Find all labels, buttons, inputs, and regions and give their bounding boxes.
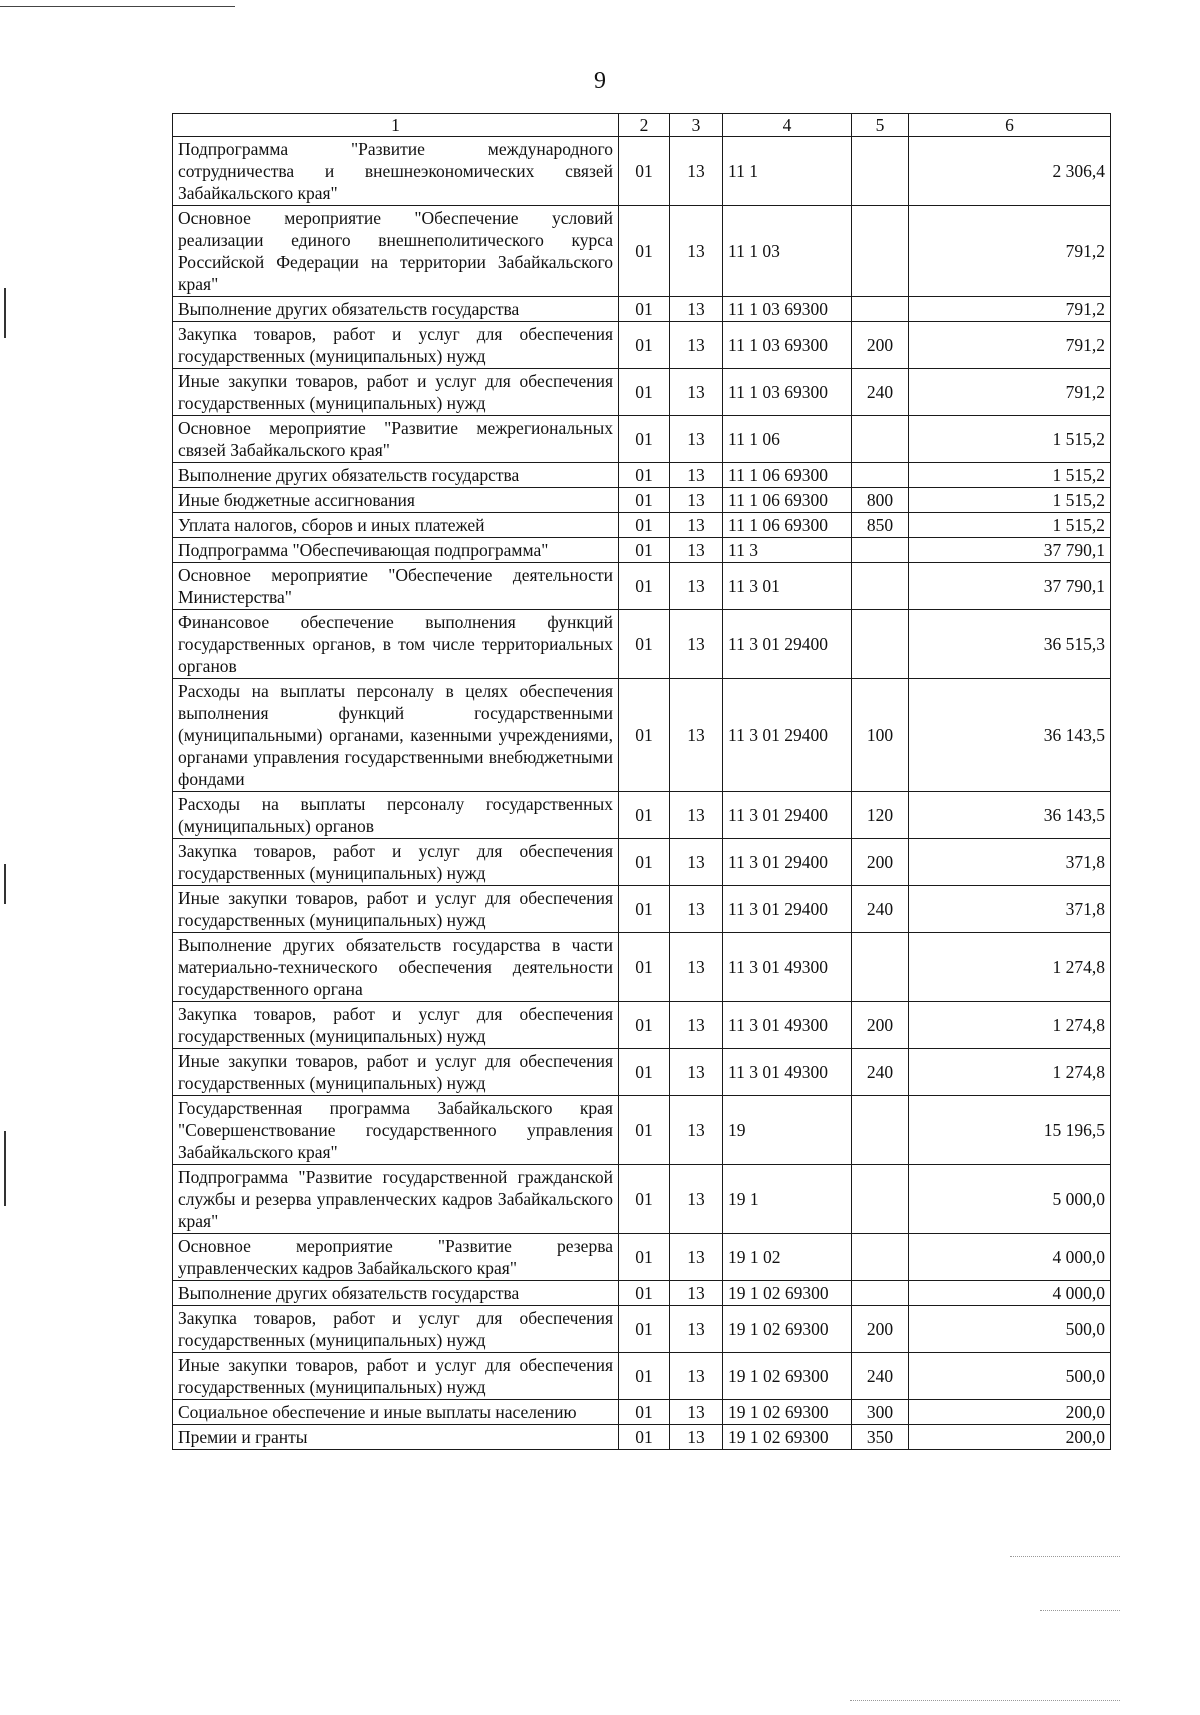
section-code-cell: 01 <box>619 563 670 610</box>
target-article-cell: 11 1 06 69300 <box>723 513 852 538</box>
subsection-code-cell: 13 <box>670 1234 723 1281</box>
section-code-cell: 01 <box>619 792 670 839</box>
amount-cell: 371,8 <box>909 839 1111 886</box>
target-article-cell: 11 3 01 49300 <box>723 1049 852 1096</box>
row-name-cell: Выполнение других обязательств государства <box>173 297 619 322</box>
row-name-cell: Иные закупки товаров, работ и услуг для обеспечения государственных (муниципальных) нужд <box>173 1353 619 1400</box>
section-code-cell: 01 <box>619 206 670 297</box>
page-number: 9 <box>594 68 606 94</box>
margin-mark <box>4 1131 6 1206</box>
expense-type-cell: 100 <box>852 679 909 792</box>
target-article-cell: 11 3 01 29400 <box>723 792 852 839</box>
target-article-cell: 11 1 03 <box>723 206 852 297</box>
stamp-residue <box>1040 1610 1120 1611</box>
table-row <box>173 463 1111 488</box>
budget-table <box>172 113 1111 1450</box>
amount-cell: 1 515,2 <box>909 463 1111 488</box>
expense-type-cell <box>852 463 909 488</box>
amount-cell: 1 274,8 <box>909 1049 1111 1096</box>
amount-cell: 37 790,1 <box>909 538 1111 563</box>
section-code-cell: 01 <box>619 1096 670 1165</box>
amount-cell: 791,2 <box>909 369 1111 416</box>
amount-cell: 500,0 <box>909 1353 1111 1400</box>
header-cell-3: 3 <box>670 114 723 137</box>
target-article-cell: 19 1 02 <box>723 1234 852 1281</box>
table-row <box>173 563 1111 610</box>
table-row <box>173 792 1111 839</box>
row-name-cell: Закупка товаров, работ и услуг для обеспечения государственных (муниципальных) нужд <box>173 839 619 886</box>
subsection-code-cell: 13 <box>670 297 723 322</box>
row-name-cell: Закупка товаров, работ и услуг для обеспечения государственных (муниципальных) нужд <box>173 322 619 369</box>
target-article-cell: 19 1 02 69300 <box>723 1353 852 1400</box>
target-article-cell: 11 3 01 49300 <box>723 1002 852 1049</box>
expense-type-cell <box>852 137 909 206</box>
table-row <box>173 206 1111 297</box>
header-cell-6: 6 <box>909 114 1111 137</box>
subsection-code-cell: 13 <box>670 679 723 792</box>
subsection-code-cell: 13 <box>670 416 723 463</box>
section-code-cell: 01 <box>619 1425 670 1450</box>
table-row <box>173 610 1111 679</box>
table-row <box>173 886 1111 933</box>
subsection-code-cell: 13 <box>670 886 723 933</box>
amount-cell: 791,2 <box>909 206 1111 297</box>
subsection-code-cell: 13 <box>670 1049 723 1096</box>
row-name-cell: Иные закупки товаров, работ и услуг для обеспечения государственных (муниципальных) нужд <box>173 886 619 933</box>
expense-type-cell: 200 <box>852 322 909 369</box>
header-cell-4: 4 <box>723 114 852 137</box>
target-article-cell: 11 3 01 29400 <box>723 839 852 886</box>
header-row <box>173 114 1111 137</box>
table-row <box>173 1049 1111 1096</box>
amount-cell: 200,0 <box>909 1400 1111 1425</box>
amount-cell: 36 143,5 <box>909 792 1111 839</box>
target-article-cell: 11 1 06 69300 <box>723 463 852 488</box>
expense-type-cell: 240 <box>852 1353 909 1400</box>
table-row <box>173 1234 1111 1281</box>
row-name-cell: Расходы на выплаты персоналу государственных (муниципальных) органов <box>173 792 619 839</box>
subsection-code-cell: 13 <box>670 610 723 679</box>
expense-type-cell: 300 <box>852 1400 909 1425</box>
expense-type-cell: 240 <box>852 1049 909 1096</box>
target-article-cell: 11 3 01 29400 <box>723 886 852 933</box>
section-code-cell: 01 <box>619 322 670 369</box>
subsection-code-cell: 13 <box>670 137 723 206</box>
subsection-code-cell: 13 <box>670 322 723 369</box>
expense-type-cell <box>852 610 909 679</box>
row-name-cell: Иные закупки товаров, работ и услуг для обеспечения государственных (муниципальных) нужд <box>173 1049 619 1096</box>
row-name-cell: Подпрограмма "Развитие международного сотрудничества и внешнеэкономических связей Забайкальского края" <box>173 137 619 206</box>
subsection-code-cell: 13 <box>670 933 723 1002</box>
amount-cell: 1 515,2 <box>909 513 1111 538</box>
section-code-cell: 01 <box>619 416 670 463</box>
section-code-cell: 01 <box>619 886 670 933</box>
row-name-cell: Подпрограмма "Обеспечивающая подпрограмма" <box>173 538 619 563</box>
section-code-cell: 01 <box>619 839 670 886</box>
expense-type-cell <box>852 206 909 297</box>
amount-cell: 4 000,0 <box>909 1234 1111 1281</box>
table-row <box>173 1353 1111 1400</box>
top-rule <box>0 6 235 7</box>
subsection-code-cell: 13 <box>670 1096 723 1165</box>
expense-type-cell <box>852 563 909 610</box>
amount-cell: 1 515,2 <box>909 488 1111 513</box>
row-name-cell: Премии и гранты <box>173 1425 619 1450</box>
row-name-cell: Подпрограмма "Развитие государственной гражданской службы и резерва управленческих кадров Забайкальского края" <box>173 1165 619 1234</box>
table-row <box>173 369 1111 416</box>
stamp-residue <box>1010 1556 1120 1557</box>
table-row <box>173 1281 1111 1306</box>
table-row <box>173 513 1111 538</box>
expense-type-cell: 240 <box>852 886 909 933</box>
target-article-cell: 19 <box>723 1096 852 1165</box>
expense-type-cell: 850 <box>852 513 909 538</box>
amount-cell: 1 274,8 <box>909 933 1111 1002</box>
target-article-cell: 11 3 01 49300 <box>723 933 852 1002</box>
margin-mark <box>4 288 6 338</box>
table-row <box>173 1425 1111 1450</box>
amount-cell: 2 306,4 <box>909 137 1111 206</box>
table-row <box>173 1096 1111 1165</box>
table-row <box>173 933 1111 1002</box>
target-article-cell: 19 1 02 69300 <box>723 1400 852 1425</box>
expense-type-cell <box>852 1234 909 1281</box>
row-name-cell: Основное мероприятие "Обеспечение деятельности Министерства" <box>173 563 619 610</box>
subsection-code-cell: 13 <box>670 1002 723 1049</box>
margin-mark <box>4 864 6 904</box>
header-cell-2: 2 <box>619 114 670 137</box>
expense-type-cell <box>852 297 909 322</box>
target-article-cell: 11 1 06 <box>723 416 852 463</box>
stamp-residue <box>850 1700 1120 1701</box>
section-code-cell: 01 <box>619 1049 670 1096</box>
amount-cell: 36 143,5 <box>909 679 1111 792</box>
row-name-cell: Основное мероприятие "Развитие межрегиональных связей Забайкальского края" <box>173 416 619 463</box>
header-cell-1: 1 <box>173 114 619 137</box>
expense-type-cell: 200 <box>852 1002 909 1049</box>
subsection-code-cell: 13 <box>670 488 723 513</box>
subsection-code-cell: 13 <box>670 206 723 297</box>
table-row <box>173 1400 1111 1425</box>
section-code-cell: 01 <box>619 1165 670 1234</box>
target-article-cell: 19 1 02 69300 <box>723 1306 852 1353</box>
target-article-cell: 11 3 01 <box>723 563 852 610</box>
amount-cell: 4 000,0 <box>909 1281 1111 1306</box>
subsection-code-cell: 13 <box>670 463 723 488</box>
table-row <box>173 488 1111 513</box>
subsection-code-cell: 13 <box>670 839 723 886</box>
target-article-cell: 11 3 <box>723 538 852 563</box>
subsection-code-cell: 13 <box>670 1425 723 1450</box>
row-name-cell: Социальное обеспечение и иные выплаты населению <box>173 1400 619 1425</box>
row-name-cell: Основное мероприятие "Обеспечение условий реализации единого внешнеполитического курса Российской Федерации на территории Забайкальского края" <box>173 206 619 297</box>
section-code-cell: 01 <box>619 1002 670 1049</box>
target-article-cell: 11 1 06 69300 <box>723 488 852 513</box>
row-name-cell: Основное мероприятие "Развитие резерва управленческих кадров Забайкальского края" <box>173 1234 619 1281</box>
amount-cell: 1 515,2 <box>909 416 1111 463</box>
row-name-cell: Закупка товаров, работ и услуг для обеспечения государственных (муниципальных) нужд <box>173 1002 619 1049</box>
target-article-cell: 19 1 02 69300 <box>723 1281 852 1306</box>
subsection-code-cell: 13 <box>670 563 723 610</box>
expense-type-cell: 350 <box>852 1425 909 1450</box>
expense-type-cell <box>852 538 909 563</box>
expense-type-cell: 200 <box>852 839 909 886</box>
section-code-cell: 01 <box>619 538 670 563</box>
subsection-code-cell: 13 <box>670 538 723 563</box>
section-code-cell: 01 <box>619 679 670 792</box>
subsection-code-cell: 13 <box>670 1306 723 1353</box>
target-article-cell: 19 1 02 69300 <box>723 1425 852 1450</box>
amount-cell: 791,2 <box>909 322 1111 369</box>
amount-cell: 5 000,0 <box>909 1165 1111 1234</box>
row-name-cell: Выполнение других обязательств государства <box>173 1281 619 1306</box>
subsection-code-cell: 13 <box>670 1400 723 1425</box>
target-article-cell: 11 1 03 69300 <box>723 369 852 416</box>
table-row <box>173 839 1111 886</box>
subsection-code-cell: 13 <box>670 792 723 839</box>
subsection-code-cell: 13 <box>670 369 723 416</box>
table-row <box>173 416 1111 463</box>
expense-type-cell: 200 <box>852 1306 909 1353</box>
amount-cell: 15 196,5 <box>909 1096 1111 1165</box>
section-code-cell: 01 <box>619 297 670 322</box>
section-code-cell: 01 <box>619 1353 670 1400</box>
expense-type-cell <box>852 416 909 463</box>
expense-type-cell <box>852 1281 909 1306</box>
target-article-cell: 11 3 01 29400 <box>723 679 852 792</box>
amount-cell: 37 790,1 <box>909 563 1111 610</box>
table-row <box>173 137 1111 206</box>
table-body <box>173 137 1111 1450</box>
header-cell-5: 5 <box>852 114 909 137</box>
row-name-cell: Иные закупки товаров, работ и услуг для обеспечения государственных (муниципальных) нужд <box>173 369 619 416</box>
section-code-cell: 01 <box>619 137 670 206</box>
table-row <box>173 1002 1111 1049</box>
expense-type-cell <box>852 1096 909 1165</box>
row-name-cell: Выполнение других обязательств государства в части материально-технического обеспечения деятельности государственного органа <box>173 933 619 1002</box>
section-code-cell: 01 <box>619 1281 670 1306</box>
section-code-cell: 01 <box>619 513 670 538</box>
amount-cell: 371,8 <box>909 886 1111 933</box>
row-name-cell: Выполнение других обязательств государства <box>173 463 619 488</box>
section-code-cell: 01 <box>619 488 670 513</box>
table-row <box>173 1165 1111 1234</box>
target-article-cell: 11 1 03 69300 <box>723 297 852 322</box>
row-name-cell: Уплата налогов, сборов и иных платежей <box>173 513 619 538</box>
section-code-cell: 01 <box>619 463 670 488</box>
amount-cell: 1 274,8 <box>909 1002 1111 1049</box>
section-code-cell: 01 <box>619 1234 670 1281</box>
expense-type-cell: 800 <box>852 488 909 513</box>
amount-cell: 500,0 <box>909 1306 1111 1353</box>
table-row <box>173 679 1111 792</box>
target-article-cell: 11 3 01 29400 <box>723 610 852 679</box>
section-code-cell: 01 <box>619 933 670 1002</box>
subsection-code-cell: 13 <box>670 1165 723 1234</box>
amount-cell: 791,2 <box>909 297 1111 322</box>
section-code-cell: 01 <box>619 369 670 416</box>
target-article-cell: 19 1 <box>723 1165 852 1234</box>
subsection-code-cell: 13 <box>670 1353 723 1400</box>
subsection-code-cell: 13 <box>670 513 723 538</box>
subsection-code-cell: 13 <box>670 1281 723 1306</box>
section-code-cell: 01 <box>619 1306 670 1353</box>
expense-type-cell: 120 <box>852 792 909 839</box>
section-code-cell: 01 <box>619 610 670 679</box>
section-code-cell: 01 <box>619 1400 670 1425</box>
expense-type-cell <box>852 1165 909 1234</box>
row-name-cell: Государственная программа Забайкальского края "Совершенствование государственного управления Забайкальского края" <box>173 1096 619 1165</box>
row-name-cell: Закупка товаров, работ и услуг для обеспечения государственных (муниципальных) нужд <box>173 1306 619 1353</box>
amount-cell: 36 515,3 <box>909 610 1111 679</box>
table-row <box>173 538 1111 563</box>
table-row <box>173 297 1111 322</box>
expense-type-cell <box>852 933 909 1002</box>
row-name-cell: Иные бюджетные ассигнования <box>173 488 619 513</box>
target-article-cell: 11 1 03 69300 <box>723 322 852 369</box>
expense-type-cell: 240 <box>852 369 909 416</box>
table-row <box>173 322 1111 369</box>
table-row <box>173 1306 1111 1353</box>
row-name-cell: Расходы на выплаты персоналу в целях обеспечения выполнения функций государственными (муниципальными) органами, казенными учреждениями, органами управления государственными внебюджетными фондами <box>173 679 619 792</box>
target-article-cell: 11 1 <box>723 137 852 206</box>
amount-cell: 200,0 <box>909 1425 1111 1450</box>
row-name-cell: Финансовое обеспечение выполнения функций государственных органов, в том числе территориальных органов <box>173 610 619 679</box>
